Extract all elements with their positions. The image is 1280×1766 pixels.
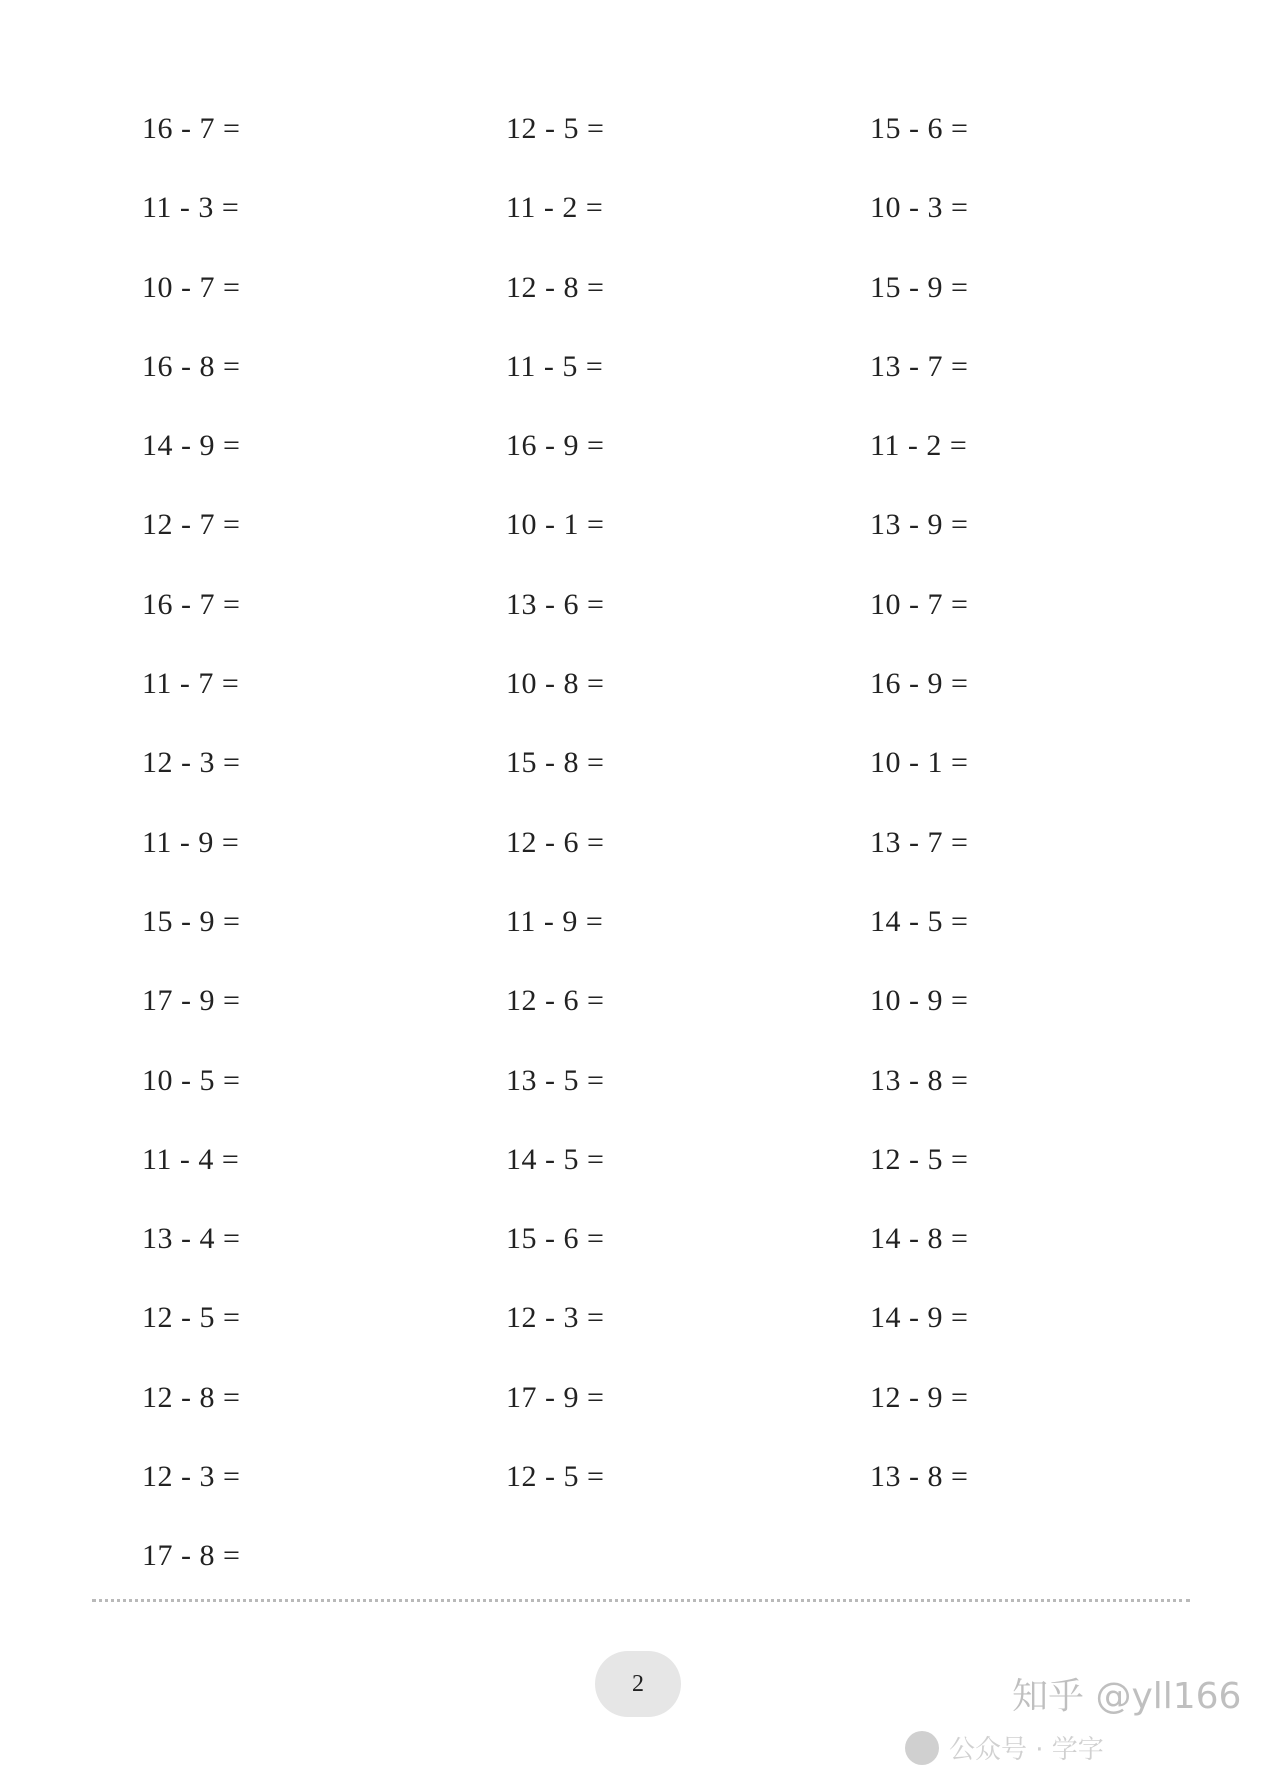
math-problem: 15 - 9 = <box>142 904 241 938</box>
math-problem: 12 - 3 = <box>142 1460 241 1494</box>
math-problem: 16 - 8 = <box>142 349 241 383</box>
math-problem: 14 - 8 = <box>870 1222 969 1256</box>
math-problem: 13 - 9 = <box>870 508 969 542</box>
math-problem: 10 - 1 = <box>506 508 605 542</box>
math-problem: 17 - 9 = <box>142 984 241 1018</box>
math-problem: 17 - 9 = <box>506 1380 605 1414</box>
watermark-secondary <box>905 1729 1104 1766</box>
dotted-divider <box>92 1599 1190 1602</box>
math-problem: 11 - 2 = <box>870 429 968 463</box>
math-problem: 16 - 7 = <box>142 587 241 621</box>
page-number: 2 <box>632 1670 644 1697</box>
math-problem: 10 - 5 = <box>142 1063 241 1097</box>
math-problem: 12 - 3 = <box>142 746 241 780</box>
math-problem: 12 - 6 = <box>506 984 605 1018</box>
math-problem: 12 - 5 = <box>142 1301 241 1335</box>
math-problem: 14 - 5 = <box>870 904 969 938</box>
math-problem: 12 - 5 = <box>870 1142 969 1176</box>
math-problem: 13 - 6 = <box>506 587 605 621</box>
math-problem: 12 - 8 = <box>506 270 605 304</box>
math-problem: 12 - 7 = <box>142 508 241 542</box>
math-problem: 13 - 5 = <box>506 1063 605 1097</box>
math-problem: 11 - 3 = <box>142 191 240 225</box>
math-problem: 17 - 8 = <box>142 1539 241 1573</box>
math-problem: 10 - 7 = <box>142 270 241 304</box>
watermark-secondary-text: 公众号 · 学字 <box>949 1735 1104 1765</box>
math-problem: 10 - 1 = <box>870 746 969 780</box>
math-problem: 13 - 8 = <box>870 1460 969 1494</box>
math-problem: 13 - 7 = <box>870 825 969 859</box>
math-problem: 10 - 7 = <box>870 587 969 621</box>
math-problem: 12 - 3 = <box>506 1301 605 1335</box>
math-problem: 13 - 4 = <box>142 1222 241 1256</box>
math-problem: 15 - 8 = <box>506 746 605 780</box>
math-problem: 13 - 7 = <box>870 349 969 383</box>
math-problem: 14 - 9 = <box>142 429 241 463</box>
math-problem: 15 - 6 = <box>506 1222 605 1256</box>
math-problem: 12 - 8 = <box>142 1380 241 1414</box>
math-problem: 13 - 8 = <box>870 1063 969 1097</box>
watermark-logo-icon <box>905 1731 939 1765</box>
page-number-badge <box>595 1651 681 1717</box>
math-problem: 11 - 4 = <box>142 1142 240 1176</box>
math-problem: 15 - 9 = <box>870 270 969 304</box>
math-problem: 12 - 5 = <box>506 1460 605 1494</box>
watermark-text: 知乎 @yll166 <box>1012 1676 1242 1717</box>
math-problem: 10 - 9 = <box>870 984 969 1018</box>
math-problem: 12 - 6 = <box>506 825 605 859</box>
problem-grid <box>142 104 1142 1611</box>
math-problem: 16 - 7 = <box>142 112 241 145</box>
math-problem: 12 - 9 = <box>870 1380 969 1414</box>
math-problem: 11 - 9 = <box>506 904 604 938</box>
math-problem: 10 - 8 = <box>506 667 605 701</box>
math-problem: 15 - 6 = <box>870 112 969 145</box>
math-problem: 16 - 9 = <box>870 667 969 701</box>
math-problem: 11 - 9 = <box>142 825 240 859</box>
math-problem: 14 - 5 = <box>506 1142 605 1176</box>
math-problem: 12 - 5 = <box>506 112 605 145</box>
math-problem: 11 - 5 = <box>506 349 604 383</box>
math-problem: 14 - 9 = <box>870 1301 969 1335</box>
math-problem: 11 - 2 = <box>506 191 604 225</box>
math-problem: 10 - 3 = <box>870 191 969 225</box>
math-problem: 16 - 9 = <box>506 429 605 463</box>
math-problem: 11 - 7 = <box>142 667 240 701</box>
